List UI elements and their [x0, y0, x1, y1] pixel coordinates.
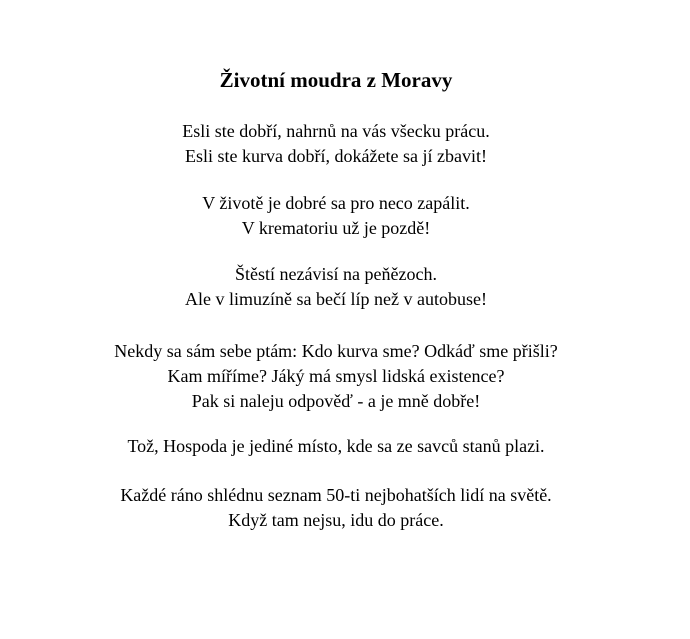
stanza-3 [0, 262, 672, 312]
stanza-line: Když tam nejsu, idu do práce. [228, 510, 444, 530]
stanza-line: Kam míříme? Jáký má smysl lidská existence? [167, 366, 505, 386]
document-title: Životní moudra z Moravy [219, 68, 453, 92]
stanza-line: V krematoriu už je pozdě! [241, 218, 431, 238]
stanza-2 [0, 191, 672, 241]
stanza-1 [0, 119, 672, 169]
stanza-line: Esli ste dobří, nahrnů na vás všecku prácu. [182, 121, 490, 141]
stanza-6 [0, 483, 672, 533]
stanza-line: Pak si naleju odpověď - a je mně dobře! [191, 391, 481, 411]
stanza-line: Esli ste kurva dobří, dokážete sa jí zbavit! [185, 146, 487, 166]
stanza-line: Nekdy sa sám sebe ptám: Kdo kurva sme? Odkáď sme přišli? [114, 341, 558, 361]
stanza-line: Štěstí nezávisí na peňězoch. [235, 264, 437, 284]
stanza-line: Tož, Hospoda je jediné místo, kde sa ze savců stanů plazi. [127, 436, 545, 456]
stanza-5 [0, 434, 672, 459]
stanza-line: V životě je dobré sa pro neco zapálit. [202, 193, 470, 213]
stanza-line: Každé ráno shlédnu seznam 50-ti nejbohatších lidí na světě. [120, 485, 552, 505]
stanza-4 [0, 339, 672, 414]
stanza-line: Ale v limuzíně sa bečí líp než v autobuse! [185, 289, 487, 309]
